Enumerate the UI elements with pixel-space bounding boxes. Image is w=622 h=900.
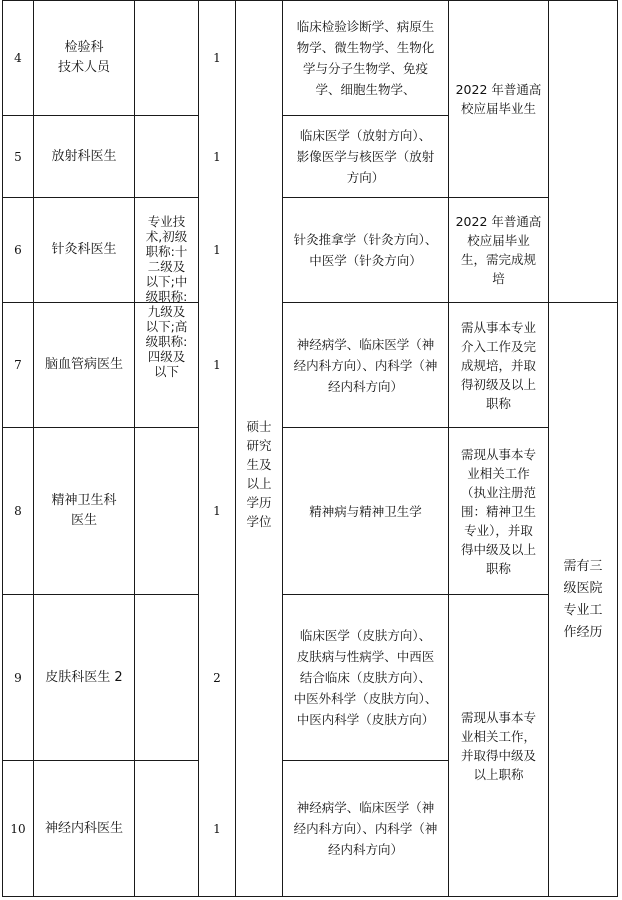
major-requirement: 精神病与精神卫生学 <box>309 503 422 519</box>
row-number: 9 <box>14 670 22 685</box>
table-border-right <box>617 0 618 897</box>
post-name: 检验科 技术人员 <box>57 40 110 75</box>
post-name: 脑血管病医生 <box>44 357 123 372</box>
headcount: 1 <box>213 243 221 257</box>
other-requirement: 需现从事本专 业相关工作， 并取得中级及 以上职称 <box>460 709 536 782</box>
major-requirement: 临床检验诊断学、病原生 物学、微生物学、生物化 学与分子生物学、免疫 学、细胞生物学、 <box>296 19 435 97</box>
major-requirement: 神经病学、临床医学（神 经内科方向）、内科学（神 经内科方向） <box>293 800 438 857</box>
post-name: 针灸科医生 <box>51 242 117 257</box>
row-number: 7 <box>14 358 22 372</box>
other-requirement: 2022 年普通高 校应届毕业 生，需完成规 培 <box>455 214 542 286</box>
post-name: 神经内科医生 <box>44 820 123 836</box>
row-number: 5 <box>14 149 22 164</box>
education-requirement: 硕士 研究 生及 以上 学历 学位 <box>246 418 272 529</box>
headcount: 1 <box>213 504 221 518</box>
headcount: 1 <box>213 149 221 164</box>
other-requirement: 需现从事本专 业相关工作 （执业注册范 围：精神卫生 专业），并取 得中级及以上 职称 <box>460 446 536 576</box>
row-number: 6 <box>14 243 22 257</box>
post-name: 皮肤科医生 2 <box>45 669 123 685</box>
headcount: 1 <box>213 821 221 836</box>
table-border-bottom <box>2 896 618 897</box>
post-name: 精神卫生科 医生 <box>51 493 117 528</box>
headcount: 1 <box>213 51 221 65</box>
title-level-requirement: 专业技 术,初级 职称:十 二级及 以下;中 级职称: 九级及 以下;高 级职称: 四级及 以下 <box>145 213 188 379</box>
experience-requirement: 需有三 级医院 专业工 作经历 <box>563 558 603 640</box>
other-requirement: 需从事本专业 介入工作及完 成规培，并取 得初级及以上 职称 <box>460 319 536 411</box>
headcount: 2 <box>213 670 221 685</box>
other-requirement: 2022 年普通高 校应届毕业生 <box>455 82 542 116</box>
post-name: 放射科医生 <box>51 148 117 164</box>
headcount: 1 <box>213 358 221 372</box>
row-number: 10 <box>10 821 26 836</box>
row-number: 8 <box>14 504 22 518</box>
row-number: 4 <box>14 51 22 65</box>
major-requirement: 临床医学（皮肤方向）、 皮肤病与性病学、中西医 结合临床（皮肤方向）、 中医外科学（皮肤方向）、 中医内科学（皮肤方向） <box>293 628 438 727</box>
major-requirement: 针灸推拿学（针灸方向）、 中医学（针灸方向） <box>293 232 438 268</box>
major-requirement: 临床医学（放射方向）、 影像医学与核医学（放射 方向） <box>296 128 435 185</box>
major-requirement: 神经病学、临床医学（神 经内科方向）、内科学（神 经内科方向） <box>293 336 438 394</box>
